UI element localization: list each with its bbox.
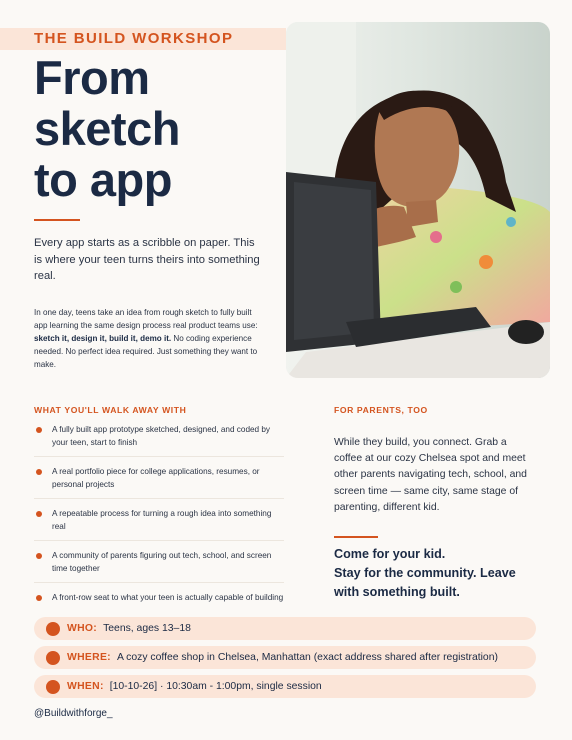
list-item <box>34 507 284 541</box>
where-value: A cozy coffee shop in Chelsea, Manhattan (exact address shared after registration) <box>116 652 498 663</box>
accent-divider <box>334 536 378 538</box>
body-text-steps: sketch it, design it, build it, demo it. <box>34 334 172 343</box>
list-item-text: A real portfolio piece for college applications, resumes, or personal projects <box>52 467 260 489</box>
bullet-dot <box>36 427 42 433</box>
accent-divider <box>34 219 80 221</box>
closing-line-1: Come for your kid. <box>334 547 446 561</box>
list-item-text: A front-row seat to what your teen is actually capable of building <box>52 593 284 602</box>
bullet-dot <box>36 511 42 517</box>
pill-dot <box>46 622 60 636</box>
where-pill <box>34 646 536 669</box>
bullet-dot <box>36 469 42 475</box>
when-value: [10-10-26] · 10:30am - 1:00pm, single session <box>109 681 322 692</box>
parents-title: FOR PARENTS, TOO <box>334 405 428 415</box>
list-item-text: A community of parents figuring out tech, school, and screen time together <box>52 551 272 573</box>
social-handle: @Buildwithforge_ <box>34 708 113 719</box>
walk-away-title: WHAT YOU'LL WALK AWAY WITH <box>34 405 187 415</box>
headline-line-1: From <box>34 51 150 104</box>
list-item-text: A repeatable process for turning a rough idea into something real <box>52 509 272 531</box>
closing-statement <box>334 545 540 602</box>
who-pill <box>34 617 536 640</box>
list-item <box>34 423 284 457</box>
where-label: WHERE: <box>67 652 111 663</box>
body-text <box>34 306 264 371</box>
headline-line-3: to app <box>34 153 172 206</box>
pill-dot <box>46 680 60 694</box>
headline <box>34 52 284 205</box>
who-label: WHO: <box>67 623 98 634</box>
when-pill <box>34 675 536 698</box>
hero-photo-illustration <box>286 22 550 378</box>
walk-away-list <box>34 423 284 619</box>
list-item-text: A fully built app prototype sketched, designed, and coded by your teen, start to finish <box>52 425 271 447</box>
body-text-lead: In one day, teens take an idea from rough sketch to fully built app learning the same design process real product teams use: <box>34 308 258 330</box>
bullet-dot <box>36 595 42 601</box>
intro-text: Every app starts as a scribble on paper. This is where your teen turns theirs into something real. <box>34 237 260 282</box>
bullet-dot <box>36 553 42 559</box>
list-item <box>34 549 284 583</box>
when-label: WHEN: <box>67 681 104 692</box>
list-item <box>34 465 284 499</box>
pill-dot <box>46 651 60 665</box>
parents-text: While they build, you connect. Grab a coffee at our cozy Chelsea spot and meet other parents navigating tech, school, and screen time — same city, same stage of parenting, different kid. <box>334 437 527 513</box>
workshop-kicker: THE BUILD WORKSHOP <box>0 28 286 50</box>
closing-line-2: Stay for the community. Leave with something built. <box>334 566 516 599</box>
who-value: Teens, ages 13–18 <box>103 623 191 634</box>
hero-photo <box>286 22 550 378</box>
list-item <box>34 591 284 611</box>
body-text-tail: No coding experience needed. No perfect idea required. Just something they want to make. <box>34 334 258 369</box>
headline-line-2: sketch <box>34 102 180 155</box>
